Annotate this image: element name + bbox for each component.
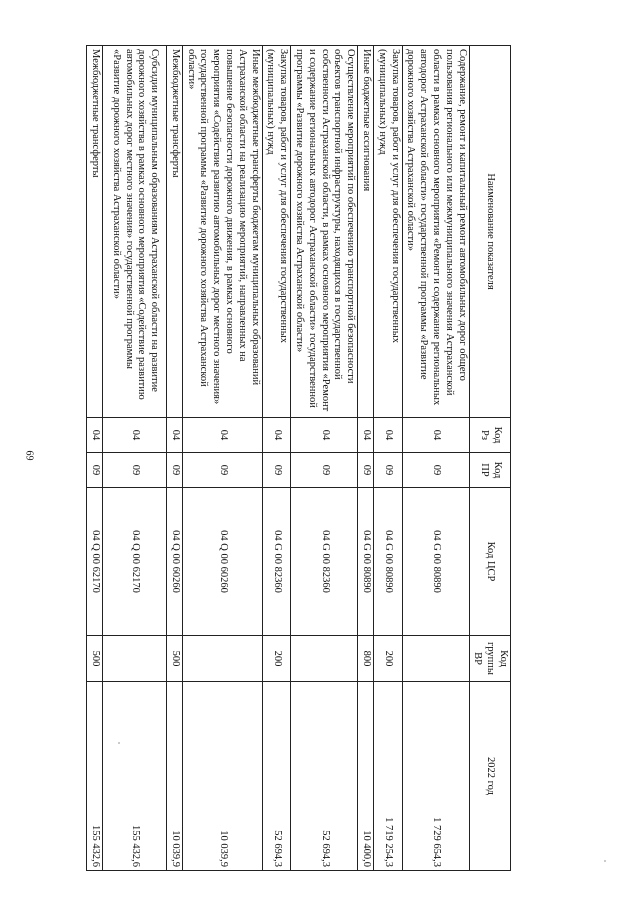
table-row (402, 46, 469, 871)
row-csr: 04 G 00 80890 (402, 488, 469, 636)
row-vr: 500 (167, 636, 183, 682)
row-amount: 52 694,3 (291, 682, 358, 871)
table-row (167, 46, 183, 871)
table-row (262, 46, 291, 871)
row-rz: 04 (262, 418, 291, 453)
row-name: Иные межбюджетные трансферты бюджетам муниципальных образований Астраханской области на реализацию мероприятий, направленных на повышение безопасности дорожного движения, в рамках основного мероприятия «Содействие развитию автомобильных дорог местного значения» государственной программы «Развитие дорожного хозяйства Астраханской области» (182, 46, 262, 418)
row-rz: 04 (87, 418, 103, 453)
header-year: 2022 год (469, 682, 510, 871)
row-amount: 155 432,6 (103, 682, 167, 871)
row-vr (182, 636, 262, 682)
row-rz: 04 (103, 418, 167, 453)
table-row (182, 46, 262, 871)
page-number: 69 (23, 450, 35, 461)
row-amount: 1 719 254,3 (374, 682, 403, 871)
rotated-table-container (90, 45, 511, 870)
row-amount: 155 432,6 (87, 682, 103, 871)
row-vr: 200 (262, 636, 291, 682)
row-name: Межбюджетные трансферты (87, 46, 103, 418)
row-pr: 09 (358, 453, 374, 488)
row-vr: 200 (374, 636, 403, 682)
budget-table-region (90, 45, 511, 870)
row-pr: 09 (87, 453, 103, 488)
row-name: Содержание, ремонт и капитальный ремонт автомобильных дорог общего пользования регионального или межмуниципального значения Астраханской области в рамках основного мероприятия «Ремонт и содержание региональных автодорог Астраханской области» государственной программы «Развитие дорожного хозяйства Астраханской области» (402, 46, 469, 418)
table-row (358, 46, 374, 871)
row-amount: 52 694,3 (262, 682, 291, 871)
row-pr: 09 (291, 453, 358, 488)
row-name: Субсидии муниципальным образованиям Астраханской области на развитие дорожного хозяйства в рамках основного мероприятия «Содействие развитию автомобильных дорог местного значения» государственной программы «Развитие дорожного хозяйства Астраханской области» (103, 46, 167, 418)
row-amount: 1 729 654,3 (402, 682, 469, 871)
budget-table (86, 45, 511, 871)
row-name: Осуществление мероприятий по обеспечению транспортной безопасности объектов транспортной инфраструктуры, находящихся в государственной собственности Астраханской области, в рамках основного мероприятия «Ремонт и содержание региональных автодорог Астраханской области» государственной программы «Развитие дорожного хозяйства Астраханской области» (291, 46, 358, 418)
row-vr (291, 636, 358, 682)
row-vr: 800 (358, 636, 374, 682)
row-amount: 10 039,9 (182, 682, 262, 871)
row-pr: 09 (374, 453, 403, 488)
row-csr: 04 Q 00 60260 (167, 488, 183, 636)
row-name: Закупка товаров, работ и услуг для обеспечения государственных (муниципальных) нужд (374, 46, 403, 418)
row-name: Межбюджетные трансферты (167, 46, 183, 418)
row-rz: 04 (358, 418, 374, 453)
row-rz: 04 (182, 418, 262, 453)
row-vr (103, 636, 167, 682)
row-vr: 500 (87, 636, 103, 682)
row-csr: 04 G 00 80890 (358, 488, 374, 636)
row-pr: 09 (402, 453, 469, 488)
row-amount: 10 039,9 (167, 682, 183, 871)
row-csr: 04 G 00 82360 (291, 488, 358, 636)
row-rz: 04 (374, 418, 403, 453)
row-csr: 04 Q 00 62170 (87, 488, 103, 636)
row-amount: 10 400,0 (358, 682, 374, 871)
row-pr: 09 (103, 453, 167, 488)
row-rz: 04 (167, 418, 183, 453)
table-header-row (469, 46, 510, 871)
header-csr: Код ЦСР (469, 488, 510, 636)
header-pr: Код ПР (469, 453, 510, 488)
table-row (374, 46, 403, 871)
row-pr: 09 (182, 453, 262, 488)
table-row (291, 46, 358, 871)
row-csr: 04 G 00 80890 (374, 488, 403, 636)
table-row (87, 46, 103, 871)
row-csr: 04 G 00 82360 (262, 488, 291, 636)
row-rz: 04 (291, 418, 358, 453)
row-name: Иные бюджетные ассигнования (358, 46, 374, 418)
table-row (103, 46, 167, 871)
row-pr: 09 (167, 453, 183, 488)
header-name: Наименование показателя (469, 46, 510, 418)
header-vr: Код группы ВР (469, 636, 510, 682)
row-csr: 04 Q 00 60260 (182, 488, 262, 636)
row-rz: 04 (402, 418, 469, 453)
row-name: Закупка товаров, работ и услуг для обеспечения государственных (муниципальных) нужд (262, 46, 291, 418)
header-rz: Код Рз (469, 418, 510, 453)
scan-speck (604, 860, 606, 862)
row-vr (402, 636, 469, 682)
scan-speck (118, 742, 120, 744)
row-pr: 09 (262, 453, 291, 488)
row-csr: 04 Q 00 62170 (103, 488, 167, 636)
